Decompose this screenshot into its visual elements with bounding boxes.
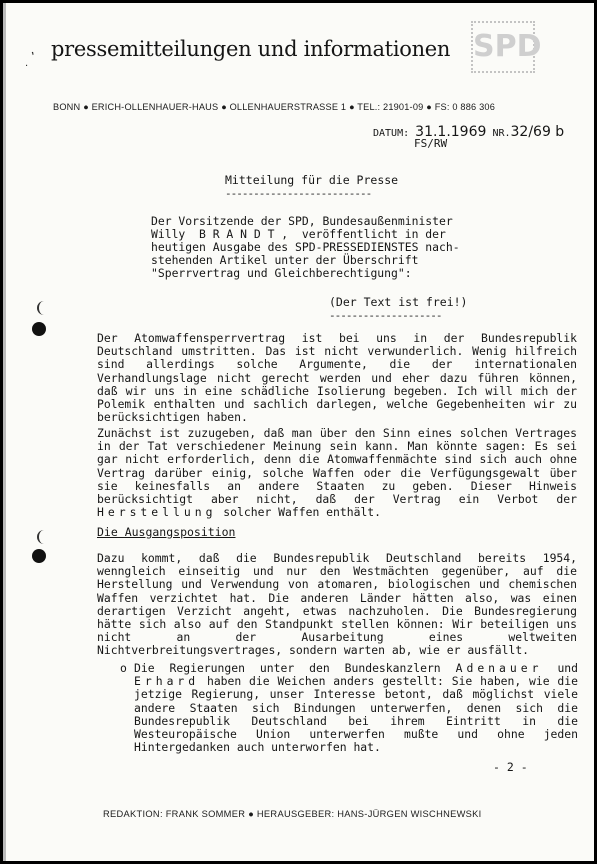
bullet-text-part: und [557, 661, 579, 675]
datum-label: DATUM: [373, 128, 410, 139]
spd-logo: SPD [471, 21, 535, 73]
paragraph-2-text: Zunächst ist zuzugeben, daß man über den Sinn eines solchen Vertrages in der Tat verschiedener Meinung sein kann. Man könnte sagen: Es sei gar nicht erforderlich, denn die Atomwaffenmächte sind sich auch ohne Vertrag darüber einig, solche Waffen oder die Verfügungsgewalt über sie keinesfalls an andere Staaten zu geben. Dieser Hinweis berücksichtigt aber nicht, daß der Vertrag ein Verbot der [97, 426, 577, 507]
punch-hole [32, 549, 46, 563]
punch-hole [32, 322, 46, 336]
free-note [329, 295, 467, 322]
datum-line [373, 124, 564, 140]
pencil-mark: · [25, 61, 29, 72]
punch-hole-arc [37, 301, 51, 315]
intro-line: Willy B R A N D T , veröffentlicht in der [151, 227, 446, 242]
document-page [3, 3, 594, 861]
intro-block [151, 215, 460, 280]
name-erhard: Erhard [134, 674, 200, 689]
nr-label: NR. [492, 128, 511, 139]
press-heading-text: Mitteilung für die Presse [225, 173, 399, 187]
bullet-text-part: haben die Weichen anders gestellt: Sie haben, wie die jetzige Regierung, unser Interesse betont, daß möglichst viele andere Staaten sich Bindungen unterwerfen, denen sich die Bundesrepublik Deutschland bei ihrem Eintritt in die Westeuropäische Union unterwerfen mußte und ohne jeden Hintergedanken auch unterworfen hat. [134, 674, 578, 755]
subheading: Die Ausgangsposition [97, 525, 236, 539]
bullet-text-part: Die Regierungen unter den Bundeskanzlern [134, 661, 441, 675]
scan-edge [3, 3, 6, 861]
page-number: - 2 - [493, 760, 528, 774]
paragraph-3: Dazu kommt, daß die Bundesrepublik Deutschland bereits 1954, wenngleich einseitig und nur den Westmächten gegenüber, auf die Herstellung und Verwendung von atomaren, biologischen und chemischen Waffen verzichtet hat. Die anderen Länder hätten also, was einen derartigen Verzicht angeht, etwas nachzuholen. Die Bundesregierung hätte sich also auf den Standpunkt stellen können: Wir beteiligen uns nicht an der Ausarbeitung eines weltweiten Nichtverbreitungsvertrages, sondern warten ab, wie er ausfällt. [97, 551, 577, 658]
punch-hole-arc [37, 530, 51, 544]
sign-code: FS/RW [414, 137, 448, 150]
footer-credits: REDAKTION: FRANK SOMMER ● HERAUSGEBER: HANS-JÜRGEN WISCHNEWSKI [103, 809, 482, 819]
intro-line: "Sperrvertrag und Gleichberechtigung": [151, 266, 412, 281]
intro-line: stehenden Artikel unter der Überschrift [151, 253, 419, 268]
name-adenauer: Adenauer [455, 661, 543, 675]
masthead-title: pressemitteilungen und informationen [51, 37, 451, 61]
paragraph-2 [97, 427, 577, 519]
press-heading [225, 173, 398, 200]
intro-line: Der Vorsitzende der SPD, Bundesaußenminister [151, 214, 453, 228]
paragraph-2-tail: solcher Waffen enthält. [223, 505, 382, 520]
paragraph-1: Der Atomwaffensperrvertrag ist bei uns in der Bundesrepublik Deutschland umstritten. Das ist nicht verwunderlich. Wenig hilfreich sind allerdings solche Argumente, die der internationalen Verhandlungslage nicht gerecht werden und eher dazu führen können, daß wir uns in eine schädliche Isolierung begeben. Ich will mich der Polemik enthalten und sachlich darlegen, welche Gegebenheiten wir zu berücksichtigen haben. [97, 331, 577, 425]
heading-underline: -------------------------- [225, 187, 372, 200]
list-item [120, 662, 578, 754]
free-note-underline: -------------------- [329, 309, 442, 322]
nr-value: 32/69 b [510, 124, 565, 140]
free-note-text: (Der Text ist frei!) [329, 295, 468, 309]
datum-value: 31.1.1969 [415, 124, 487, 140]
address-line: BONN ● ERICH-OLLENHAUER-HAUS ● OLLENHAUERSTRASSE 1 ● TEL.: 21901-09 ● FS: 0 886 306 [53, 102, 496, 112]
bullet-list [120, 662, 578, 754]
bullet-marker: o [120, 661, 127, 675]
intro-line: heutigen Ausgabe des SPD-PRESSEDIENSTES nach- [151, 240, 460, 255]
paragraph-2-emphasis: Herstellung [97, 505, 217, 520]
pencil-mark: , [25, 42, 37, 58]
bullet-text [134, 662, 578, 754]
